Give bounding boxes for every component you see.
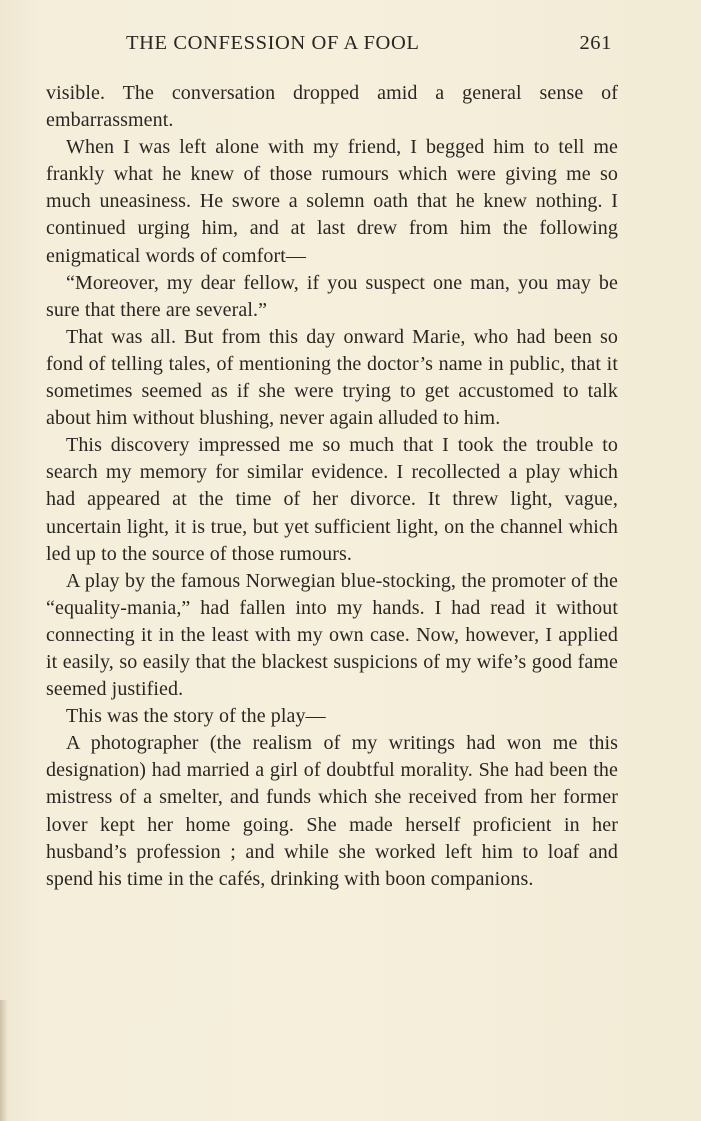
paragraph: visible. The conversation dropped amid a general sense of embarrassment. — [46, 82, 618, 132]
page-edge-shadow — [0, 1000, 8, 1121]
paragraph: A play by the famous Norwegian blue-stocking, the promoter of the “equality-mania,” had fallen into my hands. I had read it without connecting it in the least with my own case. Now, however, I applied it easily, so easily that the blackest suspicions of my wife’s good fame seemed justified. — [46, 569, 618, 701]
paragraph: This discovery impressed me so much that I took the trouble to search my memory for similar evidence. I recollected a play which had appeared at the time of her divorce. It threw light, vague, uncertain light, it is true, but yet sufficient light, on the channel which led up to the source of those rumours. — [46, 434, 618, 565]
paragraph: A photographer (the realism of my writings had won me this designation) had married a girl of doubtful morality. She had been the mistress of a smelter, and funds which she received from her former lover kept her home going. She made herself proficient in her husband’s profession ; and while she worked left him to loaf and spend his time in the cafés, drinking with boon companions. — [46, 732, 618, 890]
running-header — [46, 32, 618, 62]
paragraph: This was the story of the play— — [66, 705, 326, 728]
page-number: 261 — [579, 32, 612, 54]
body-text — [46, 80, 618, 893]
paragraph: “Moreover, my dear fellow, if you suspect one man, you may be sure that there are several.” — [46, 271, 618, 321]
paragraph: That was all. But from this day onward Marie, who had been so fond of telling tales, of mentioning the doctor’s name in public, that it sometimes seemed as if she were trying to get accustomed to talk about him without blushing, never again alluded to him. — [46, 325, 618, 430]
paragraph: When I was left alone with my friend, I begged him to tell me frankly what he knew of those rumours which were giving me so much uneasiness. He swore a solemn oath that he knew nothing. I continued urging him, and at last drew from him the following enigmatical words of comfort— — [46, 136, 618, 267]
running-title: THE CONFESSION OF A FOOL — [126, 32, 420, 54]
